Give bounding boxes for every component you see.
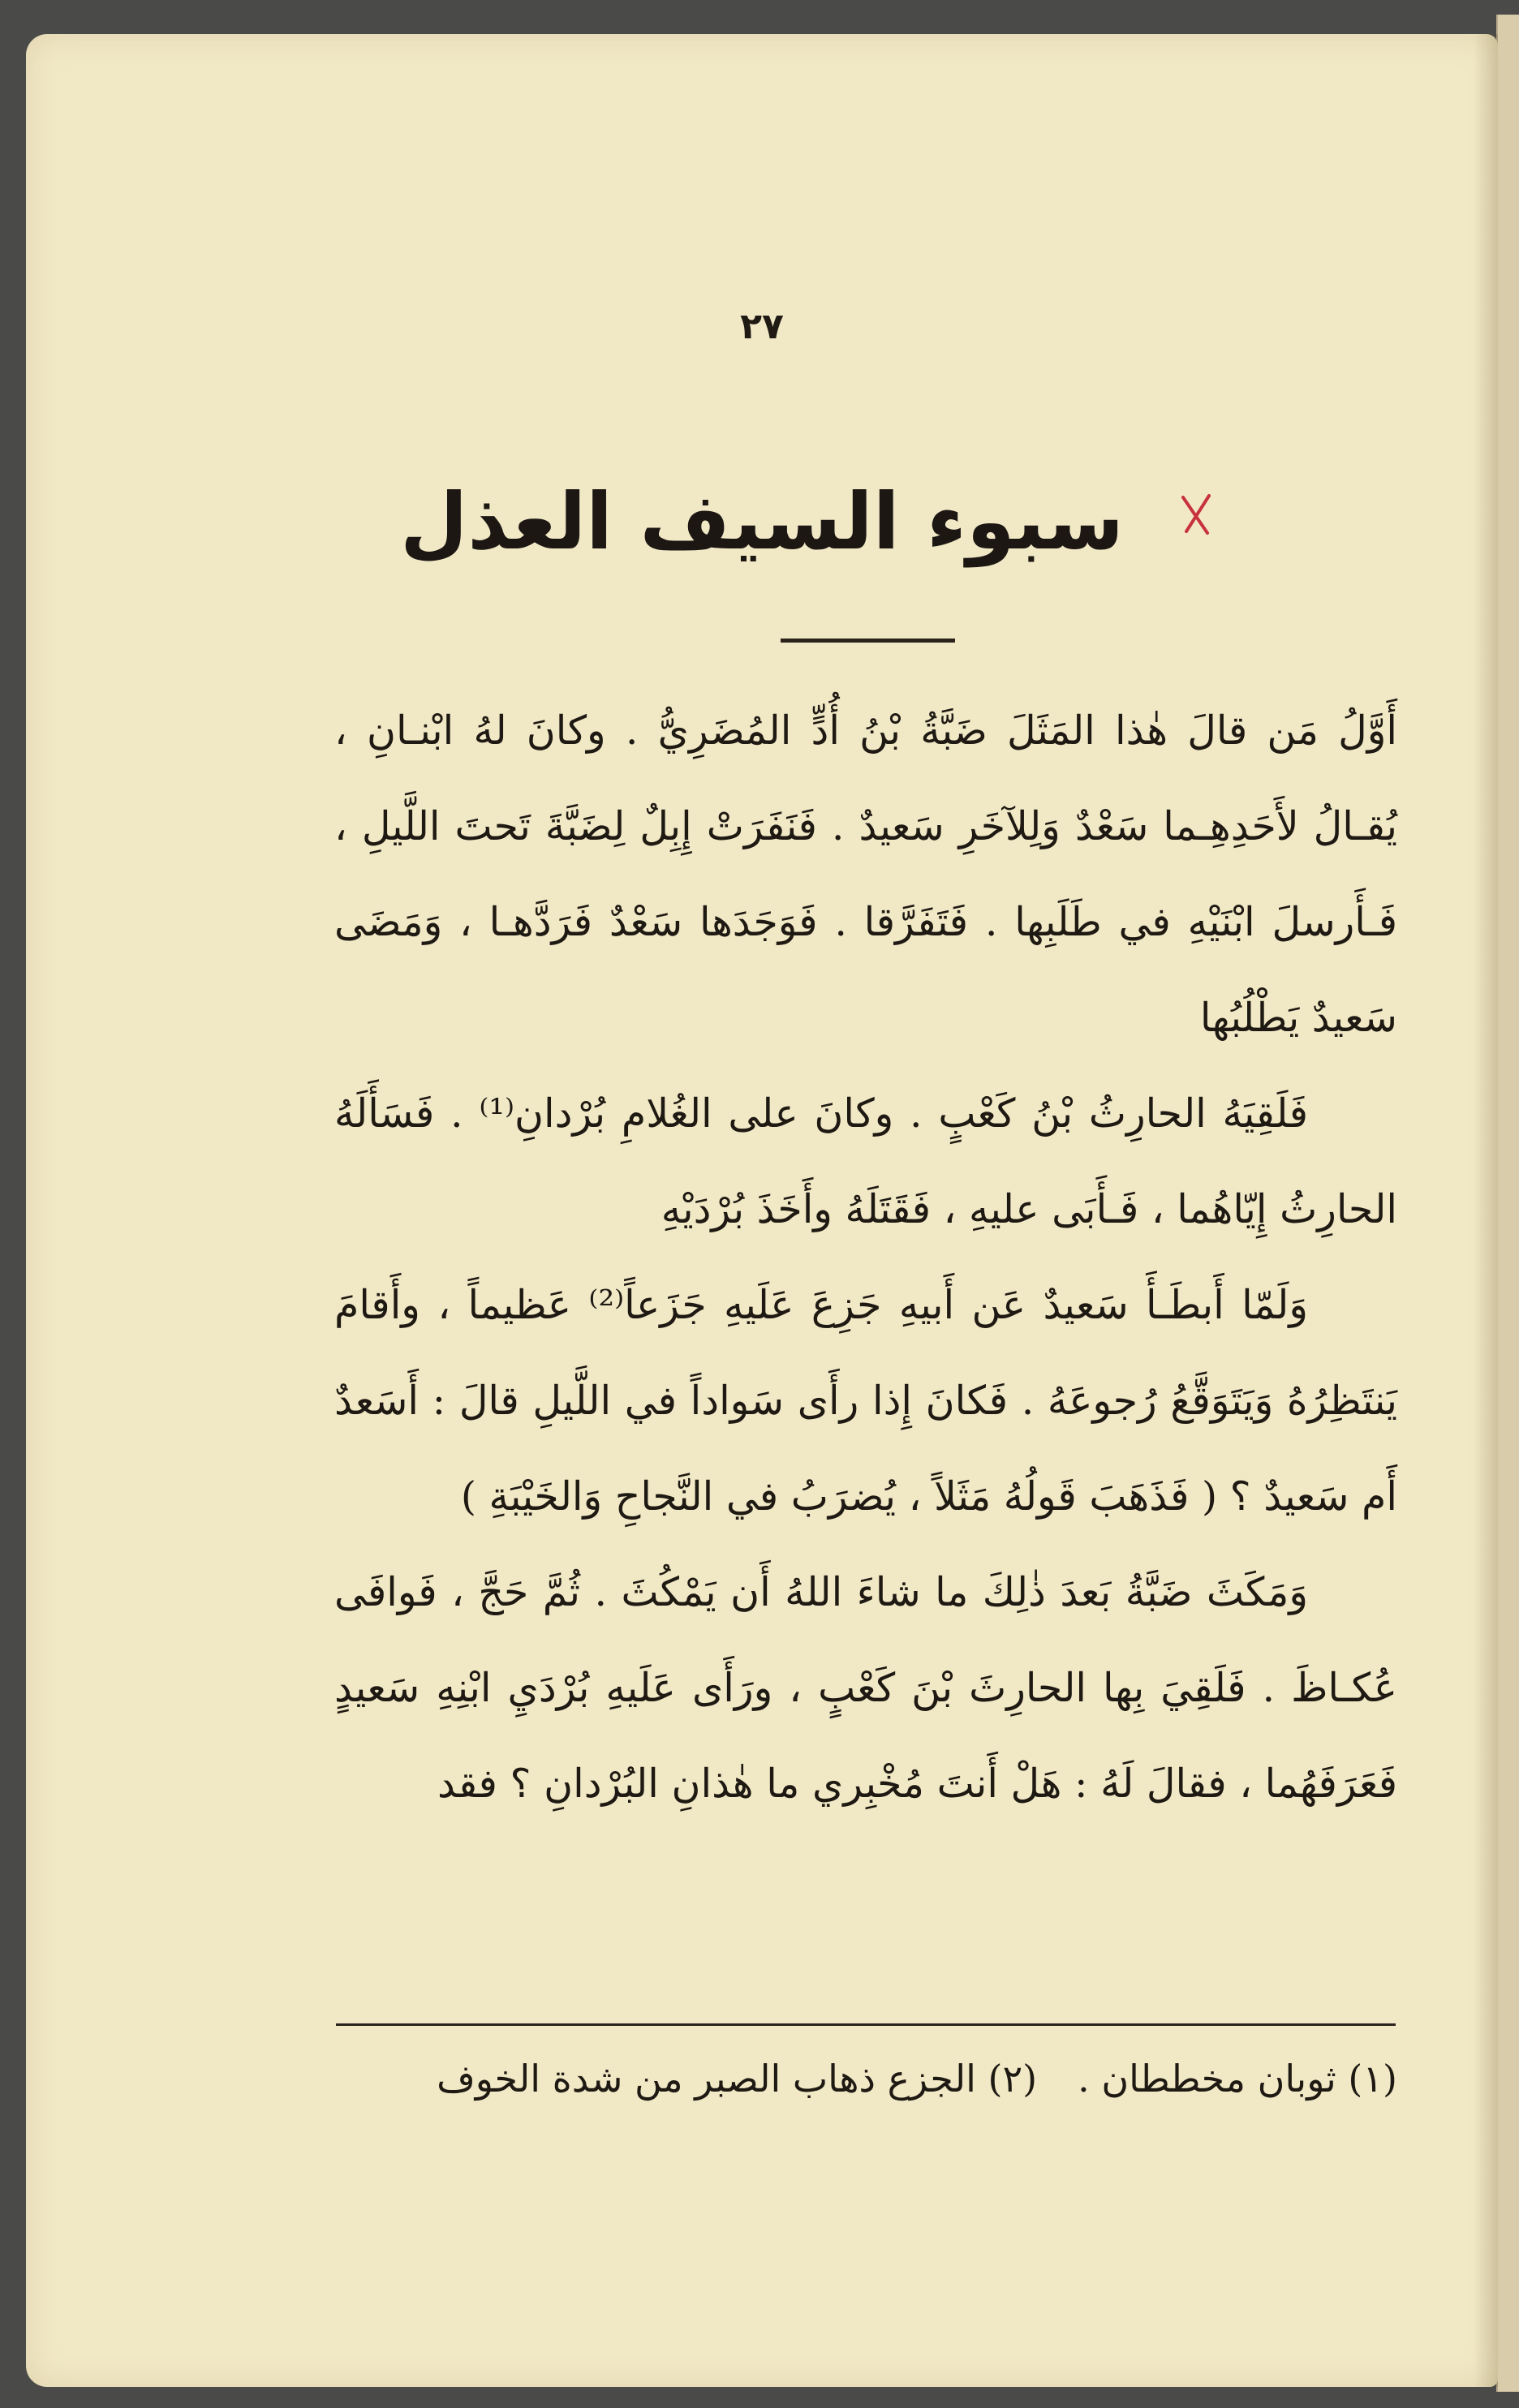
paragraph-1: أَوَّلُ مَن قالَ هٰذا المَثَلَ ضَبَّةُ بْنُ أُدٍّ المُضَرِيُّ . وكانَ لهُ ابْنـانِ ، يُقـالُ لأَحَدِهِـما سَعْدٌ وَلِلآخَرِ سَعيدٌ . فَنَفَرَتْ إِبِلٌ لِضَبَّةَ تَحتَ اللَّيلِ ، فَـأَرسلَ ابْنَيْهِ في طَلَبِها . فَتَفَرَّقا . فَوَجَدَها سَعْدٌ فَرَدَّهـا ، وَمَضَى سَعيدٌ يَطْلُبُها bbox=[334, 707, 1397, 1041]
footnote-divider bbox=[336, 2023, 1396, 2026]
pencil-x-mark bbox=[1177, 491, 1217, 540]
next-page-edge bbox=[1496, 15, 1519, 2392]
footnote-2: (٢) الجزع ذهاب الصبر من شدة الخوف bbox=[437, 2057, 1038, 2101]
paragraph-2: فَلَقِيَهُ الحارِثُ بْنُ كَعْبٍ . وكانَ على الغُلامِ بُرْدانِ⁽¹⁾ . فَسَأَلَهُ الحارِثُ إِيّاهُما ، فَـأَبَى عليهِ ، فَقَتَلَهُ وأَخَذَ بُرْدَيْهِ bbox=[334, 1090, 1397, 1232]
body-text bbox=[334, 683, 1397, 1832]
footnotes bbox=[334, 2046, 1397, 2111]
paragraph-3: وَلَمّا أَبطَـأَ سَعيدٌ عَن أَبيهِ جَزِعَ عَلَيهِ جَزَعاً⁽²⁾ عَظيماً ، وأَقامَ يَنتَظِرُهُ وَيَتَوَقَّعُ رُجوعَهُ . فَكانَ إِذا رأَى سَواداً في اللَّيلِ قالَ : أَسَعدٌ أَم سَعيدٌ ؟ ( فَذَهَبَ قَولُهُ مَثَلاً ، يُضرَبُ في النَّجاحِ وَالخَيْبَةِ ) bbox=[334, 1282, 1397, 1520]
paragraph-4: وَمَكَثَ ضَبَّةُ بَعدَ ذٰلِكَ ما شاءَ اللهُ أَن يَمْكُثَ . ثُمَّ حَجَّ ، فَوافَى عُكـاظَ . فَلَقِيَ بِها الحارِثَ بْنَ كَعْبٍ ، ورَأَى عَلَيهِ بُرْدَيِ ابْنِهِ سَعيدٍ فَعَرَفَهُما ، فقالَ لَهُ : هَلْ أَنتَ مُخْبِري ما هٰذانِ البُرْدانِ ؟ فقد bbox=[334, 1569, 1397, 1807]
gutter-shadow bbox=[1474, 34, 1498, 2387]
title-divider bbox=[781, 639, 955, 643]
page-title: سبوء السيف العذل bbox=[400, 476, 1124, 567]
book-page bbox=[26, 34, 1498, 2387]
page-number: ٢٧ bbox=[740, 306, 784, 347]
footnote-1: (١) ثوبان مخططان . bbox=[1078, 2057, 1397, 2101]
